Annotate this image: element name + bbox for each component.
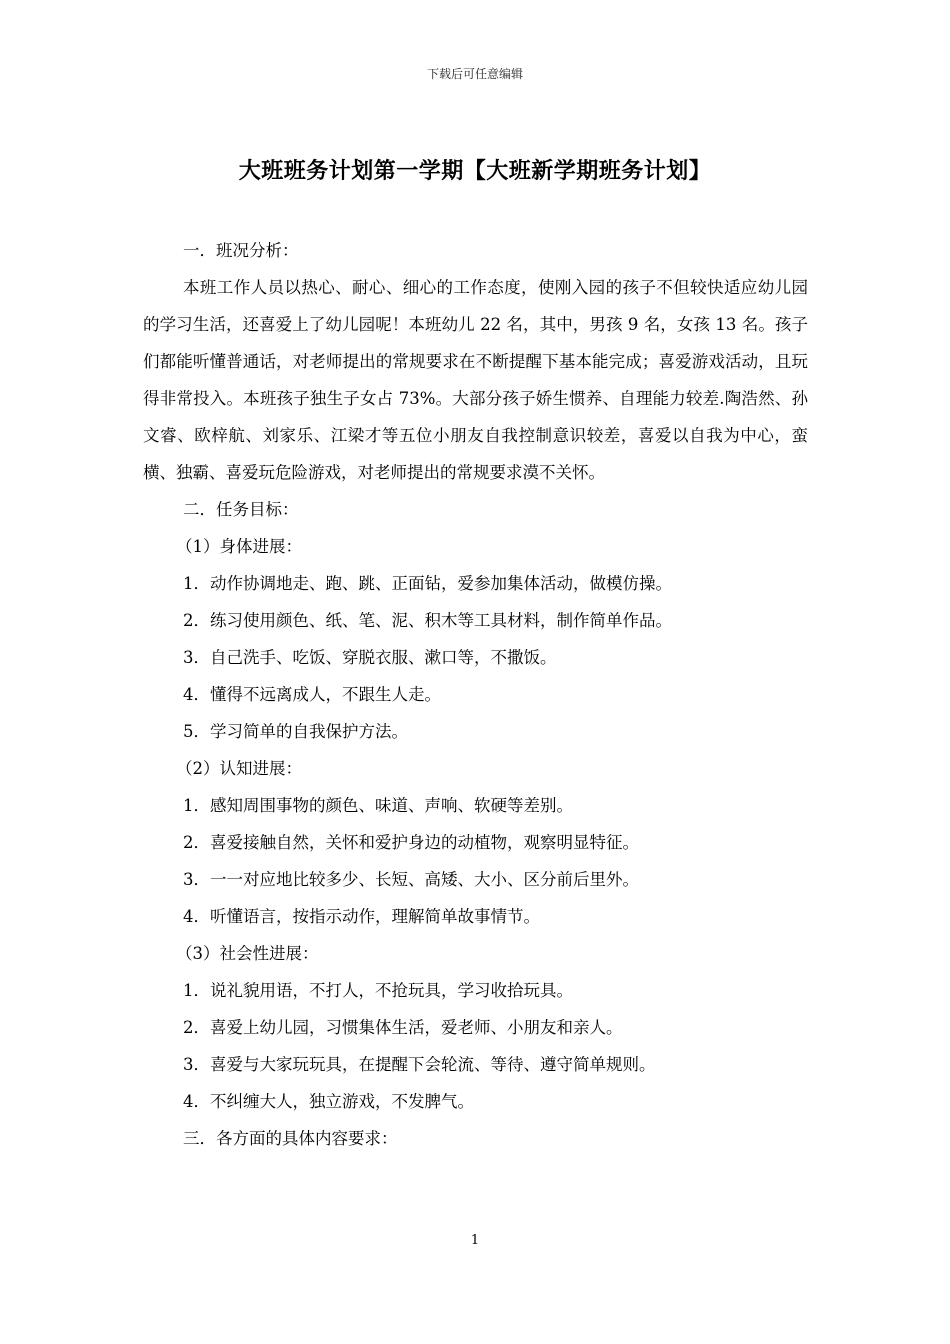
page-number: 1	[470, 1233, 480, 1248]
list-item: 4．不纠缠大人，独立游戏，不发脾气。	[183, 1092, 474, 1111]
subheading-social: （3）社会性进展：	[176, 944, 319, 963]
list-item: 2．喜爱上幼儿园，习惯集体生活，爱老师、小朋友和亲人。	[183, 1018, 623, 1037]
section-heading-goals: 二．任务目标：	[183, 500, 299, 519]
list-item: 2．练习使用颜色、纸、笔、泥、积木等工具材料，制作简单作品。	[183, 611, 672, 630]
list-item: 4．听懂语言，按指示动作，理解简单故事情节。	[183, 907, 540, 926]
list-item: 1．动作协调地走、跑、跳、正面钻，爱参加集体活动，做模仿操。	[183, 574, 672, 593]
list-item: 1．感知周围事物的颜色、味道、声响、软硬等差别。	[183, 796, 573, 815]
document-body	[143, 232, 808, 1157]
list-item: 3．喜爱与大家玩玩具，在提醒下会轮流、等待、遵守简单规则。	[183, 1055, 656, 1074]
subheading-cognitive: （2）认知进展：	[176, 759, 302, 778]
list-item: 4．懂得不远离成人，不跟生人走。	[183, 685, 441, 704]
list-item: 3．自己洗手、吃饭、穿脱衣服、漱口等，不撒饭。	[183, 648, 557, 667]
list-item: 2．喜爱接触自然，关怀和爱护身边的动植物，观察明显特征。	[183, 833, 639, 852]
list-item: 3．一一对应地比较多少、长短、高矮、大小、区分前后里外。	[183, 870, 639, 889]
section-heading-analysis: 一．班况分析：	[183, 241, 299, 260]
section-heading-requirements: 三．各方面的具体内容要求：	[183, 1129, 398, 1148]
header-note: 下载后可任意编辑	[426, 67, 523, 81]
analysis-paragraph: 本班工作人员以热心、耐心、细心的工作态度，使刚入园的孩子不但较快适应幼儿园的学习生活，还喜爱上了幼儿园呢！本班幼儿 22 名，其中，男孩 9 名，女孩 13 名。孩子们都能听懂普通话，对老师提出的常规要求在不断提醒下基本能完成；喜爱游戏活动，且玩得非常投入。本班孩子独生子女占 73%。大部分孩子娇生惯养、自理能力较差.陶浩然、孙文睿、欧梓航、刘家乐、江梁才等五位小朋友自我控制意识较差，喜爱以自我为中心，蛮横、独霸、喜爱玩危险游戏，对老师提出的常规要求漠不关怀。	[143, 278, 808, 482]
list-item: 5．学习简单的自我保护方法。	[183, 722, 408, 741]
subheading-physical: （1）身体进展：	[176, 537, 302, 556]
document-title: 大班班务计划第一学期【大班新学期班务计划】	[238, 158, 712, 184]
list-item: 1．说礼貌用语，不打人，不抢玩具，学习收拾玩具。	[183, 981, 573, 1000]
